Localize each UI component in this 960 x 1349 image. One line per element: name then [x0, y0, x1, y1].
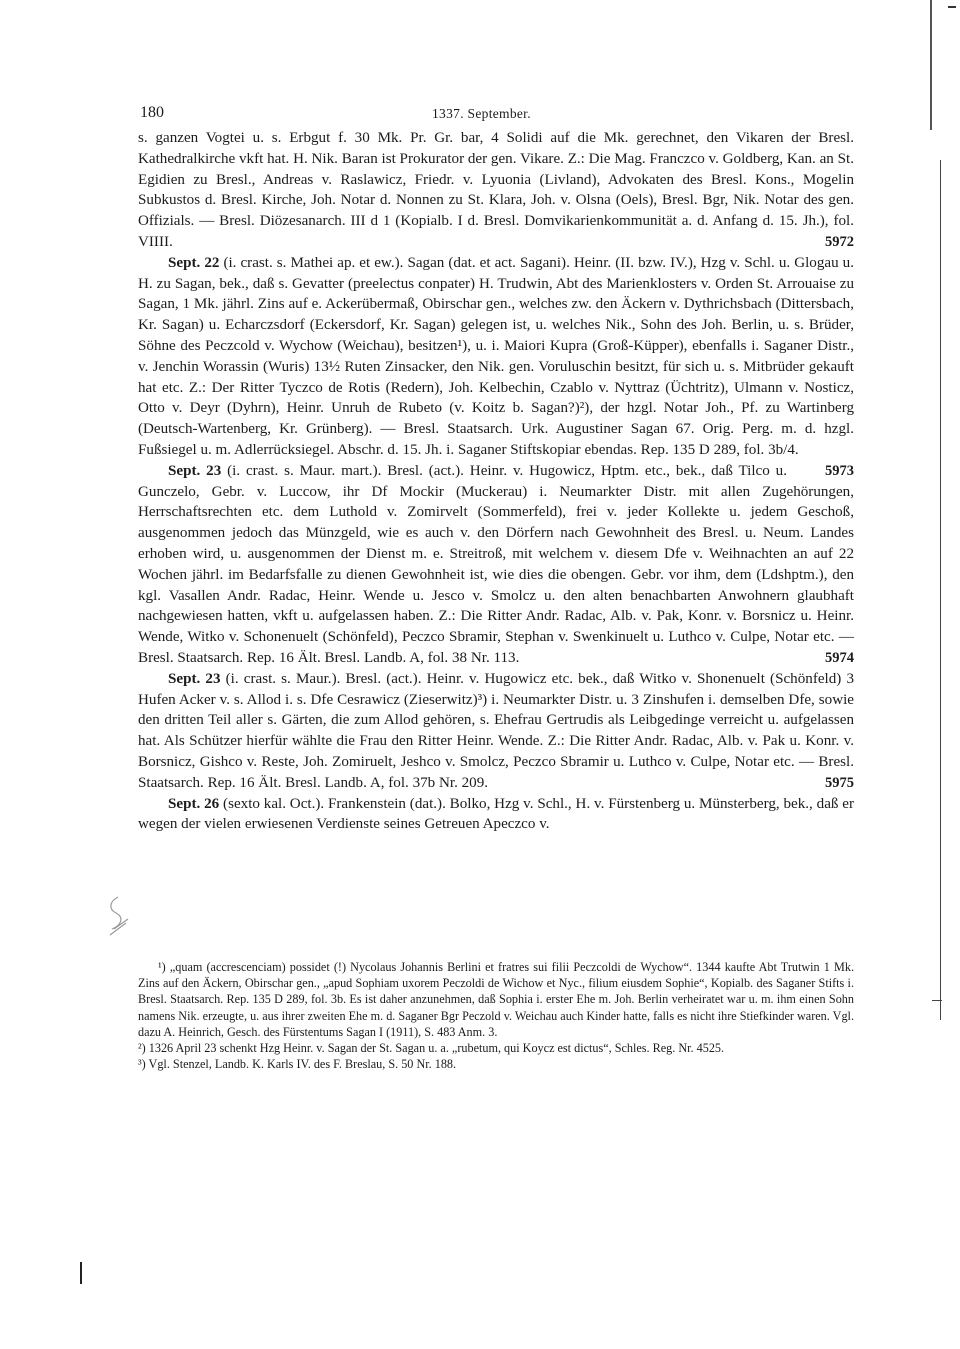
paragraph-text: (i. crast. s. Maur. mart.). Bresl. (act.). Heinr. v. Hugowicz, Hptm. etc., bek., daß Tilco u. Gunczelo, Gebr. v. Luccow, ihr Df Mockir (Muckerau) i. Neumarkter Distr. mit allen Zugehörungen, Herrschaftsrechten etc. dem Luthold v. Zomirvelt (Sommerfeld), frei v. jeder Kollekte u. jedem Geschoß, ausgenommen jedoch das Münzgeld, wie es auch v. den Dörfern nach Gewohnheit des Bresl. u. Neum. Landes erhoben wird, u. ausgenommen der Dienst m. e. Streitroß, mit welchem v. diesem Dfe v. Weihnachten an auf 22 Wochen jährl. im Bedarfsfalle zu dienen Gewohnheit ist, wie dies die obengen. Gebr. vor ihm, dem (Ldshptm.), den kgl. Vasallen Andr. Radac, Heinr. Wende u. Jesco v. Smolcz u. den alten benachbarten Anwohnern glaubhaft nachgewiesen hatten, vkft u. aufgelassen haben. Z.: Die Ritter Andr. Radac, Alb. v. Pak, Konr. v. Borsnicz u. Heinr. Wende, Witko v. Schonenuelt (Schönfeld), Peczco Sbramir, Stephan v. Swenkinuelt u. Luthco v. Culpe, Notar etc. — Bresl. Staatsarch. Rep. 16 Ält. Bresl. Landb. A, fol. 38 Nr. 113. — [138, 462, 854, 666]
main-text — [138, 128, 854, 835]
entry-paragraph — [138, 669, 854, 794]
scan-edge-mark — [948, 6, 956, 8]
page-number: 180 — [140, 104, 164, 121]
entry-date: Sept. 23 — [168, 462, 222, 479]
page-header — [140, 104, 870, 126]
entry-date: Sept. 22 — [168, 254, 220, 271]
paragraph-text: s. ganzen Vogtei u. s. Erbgut f. 30 Mk. Pr. Gr. bar, 4 Solidi auf die Mk. gerechnet, den Vikaren der Bresl. Kathedralkirche vkft hat. H. Nik. Baran ist Prokurator der gen. Vikare. Z.: Die Mag. Franczco v. Goldberg, Kan. an St. Egidien zu Bresl., Andreas v. Raslawicz, Friedr. v. Lyuonia (Livland), Advokaten des Bresl. Kons., Mogelin Subkustos d. Bresl. Kirche, Joh. Notar d. Nonnen zu St. Klara, Joh. v. Olsna (Oels), Bresl. Bgr, Nik. Notar des gen. Offizials. — Bresl. Diözesanarch. III d 1 (Kopialb. I d. Bresl. Domvikarienkommunität a. d. Anfang d. 15. Jh.), fol. VIIII. — [138, 130, 854, 250]
entry-date: Sept. 23 — [168, 670, 221, 687]
entry-date: Sept. 26 — [168, 795, 220, 812]
entry-number: 5972 — [825, 233, 854, 250]
footnote: ¹) „quam (accrescenciam) possidet (!) Nycolaus Johannis Berlini et fratres sui filii Peczcoldi de Wychow“. 1344 kaufte Abt Trutwin 1 Mk. Zins auf den Äckern, Obirschar gen., „apud Sophiam uxorem Peczoldi de Wichow et Nyc., filium eiusdem Sophie“, Kopialb. des Saganer Stifts i. Bresl. Staatsarch. Rep. 135 D 289, fol. 3b. Es ist daher anzunehmen, daß Sophia i. erster Ehe m. Joh. Berlin verheiratet war u. m. ihm einen Sohn namens Nik. erzeugte, u. aus ihrer zweiten Ehe m. d. Saganer Bgr Peczold v. Weichau auch Kinder hatte, falls es nicht ihre Stiefkinder waren. Vgl. dazu A. Heinrich, Gesch. des Fürstentums Sagan I (1911), S. 483 Anm. 3. — [138, 960, 854, 1039]
scan-edge-mark — [940, 160, 941, 1020]
entry-paragraph — [138, 128, 854, 253]
entry-number: 5974 — [825, 649, 854, 666]
footnote: ³) Vgl. Stenzel, Landb. K. Karls IV. des F. Breslau, S. 50 Nr. 188. — [138, 1057, 457, 1072]
scan-edge-mark — [80, 1262, 82, 1284]
entry-paragraph — [138, 794, 854, 836]
paragraph-text: (sexto kal. Oct.). Frankenstein (dat.). Bolko, Hzg v. Schl., H. v. Fürstenberg u. Münsterberg, bek., daß er wegen der vielen erwiesenen Verdienste seines Getreuen Apeczco v. — [138, 795, 855, 833]
entry-number: 5975 — [825, 774, 854, 791]
paragraph-text: (i. crast. s. Mathei ap. et ew.). Sagan (dat. et act. Sagani). Heinr. (II. bzw. IV.), Hzg v. Schl. u. Glogau u. H. zu Sagan, bek., daß s. Gevatter (preelectus conpater) H. Trudwin, Abt des Marienklosters v. Orden St. Arrouaise zu Sagan, 1 Mk. jährl. Zins auf e. Ackerübermaß, Obirschar gen., welches zw. den Äckern v. Dythrichsbach (Dittersbach, Kr. Sagan) u. Echarczsdorf (Eckersdorf, Kr. Sagan) gelegen ist, u. welches Nik., Sohn des Joh. Berlin, u. s. Brüder, Söhne des Peczcold v. Wychow (Weichau), besitzen¹), u. i. Maiori Kupra (Groß-Küpper), ebenfalls i. Saganer Distr., v. Jenchin Worassin (Wuris) 13½ Ruten Zinsacker, den Nik. gen. Voruluschin besitzt, für sich u. s. Mitbrüder gekauft hat etc. Z.: Der Ritter Tyczco de Rotis (Redern), Joh. Kelbechin, Czablo v. Nyttraz (Üchtritz), Ulmann v. Nosticz, Otto v. Deyr (Dyhrn), Heinr. Unruh de Rubeto (v. Koitz b. Sagan?)²), der hzgl. Notar Joh., Pf. zu Wartinberg (Deutsch-Wartenberg, Kr. Grünberg). — Bresl. Staatsarch. Urk. Augustiner Sagan 67. Orig. Perg. m. d. hzgl. Fußsiegel u. m. Adlerrücksiegel. Abschr. d. 15. Jh. i. Saganer Stiftskopiar ebendas. Rep. 135 D 289, fol. 3b/4. — [138, 254, 854, 458]
footnote: ²) 1326 April 23 schenkt Hzg Heinr. v. Sagan der St. Sagan u. a. „rubetum, qui Koycz est dictus“, Schles. Reg. Nr. 4525. — [138, 1041, 725, 1056]
footnotes — [138, 959, 854, 1072]
running-head: 1337. September. — [432, 106, 531, 121]
scan-edge-mark — [932, 1000, 942, 1001]
entry-number: 5973 — [825, 462, 854, 479]
scan-edge-mark — [930, 0, 932, 130]
paragraph-text: (i. crast. s. Maur.). Bresl. (act.). Heinr. v. Hugowicz etc. bek., daß Witko v. Shonenuelt (Schönfeld) 3 Hufen Acker v. s. Allod i. s. Dfe Cesrawicz (Zieserwitz)³) i. Neumarkter Distr. u. 3 Zinshufen i. demselben Dfe, sowie den dritten Teil aller s. Gärten, die zum Allod gehören, s. Ehefrau Gertrudis als Leibgedinge verreicht u. aufgelassen hat. Als Schützer hierfür wählte die Frau den Ritter Heinr. Wende. Z.: Die Ritter Andr. Radac, Alb. v. Pak u. Konr. v. Borsnicz, Gishco v. Reste, Joh. Zomiruelt, Jeshco v. Smolcz, Peczco Sbramir u. Luthco v. Culpe, Notar etc. — Bresl. Staatsarch. Rep. 16 Ält. Bresl. Landb. A, fol. 37b Nr. 209. — [138, 670, 854, 791]
entry-paragraph — [138, 461, 854, 669]
pencil-margin-mark — [104, 895, 134, 939]
